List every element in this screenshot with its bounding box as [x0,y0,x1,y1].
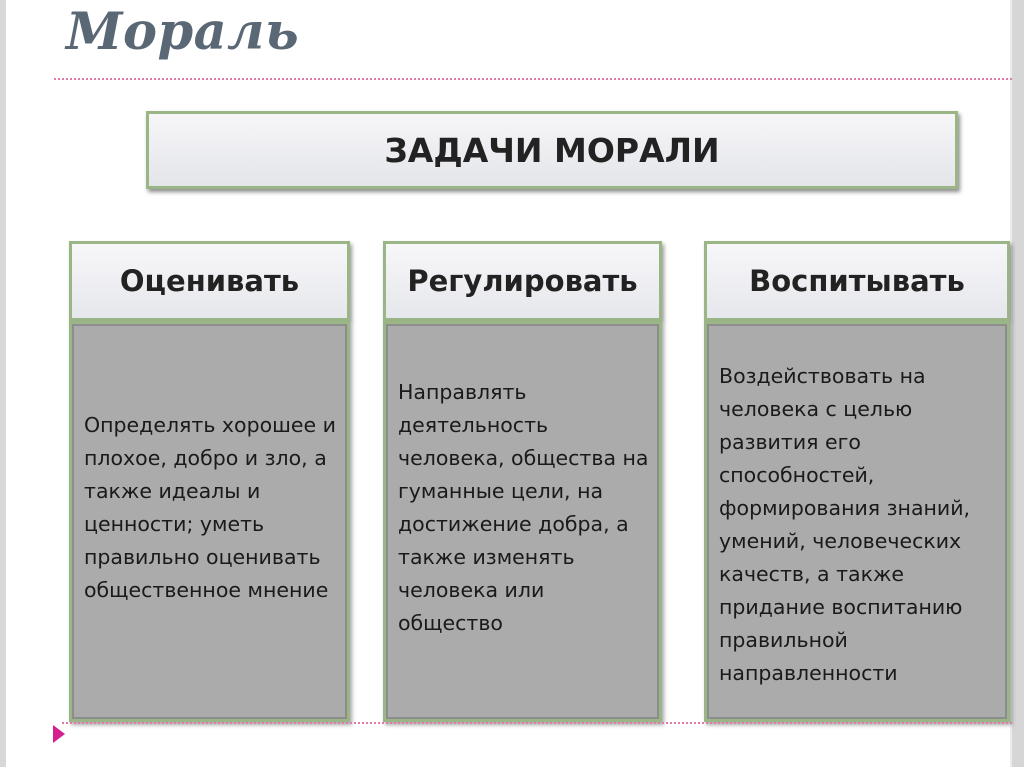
title-divider [54,78,1012,80]
column-text-evaluate: Определять хорошее и плохое, добро и зло, а также идеалы и ценности; уметь правильно оценивать общественное мнение [69,321,350,722]
slide-frame-left [0,0,6,767]
footer-divider [62,722,1012,724]
column-heading-educate: Воспитывать [704,241,1010,321]
column-text-regulate: Направлять деятельность человека, общества на гуманные цели, на достижение добра, а также изменять человека или общество [383,321,662,722]
column-heading-regulate: Регулировать [383,241,662,321]
slide-title: Мораль [66,2,300,62]
column-text-educate: Воздействовать на человека с целью развития его способностей, формирования знаний, умений, человеческих качеств, а также придание воспитанию правильной направленности [704,321,1010,722]
triangle-arrow-icon [53,725,65,743]
slide-frame-right [1012,0,1024,767]
column-heading-evaluate: Оценивать [69,241,350,321]
tasks-header: ЗАДАЧИ МОРАЛИ [146,111,958,189]
